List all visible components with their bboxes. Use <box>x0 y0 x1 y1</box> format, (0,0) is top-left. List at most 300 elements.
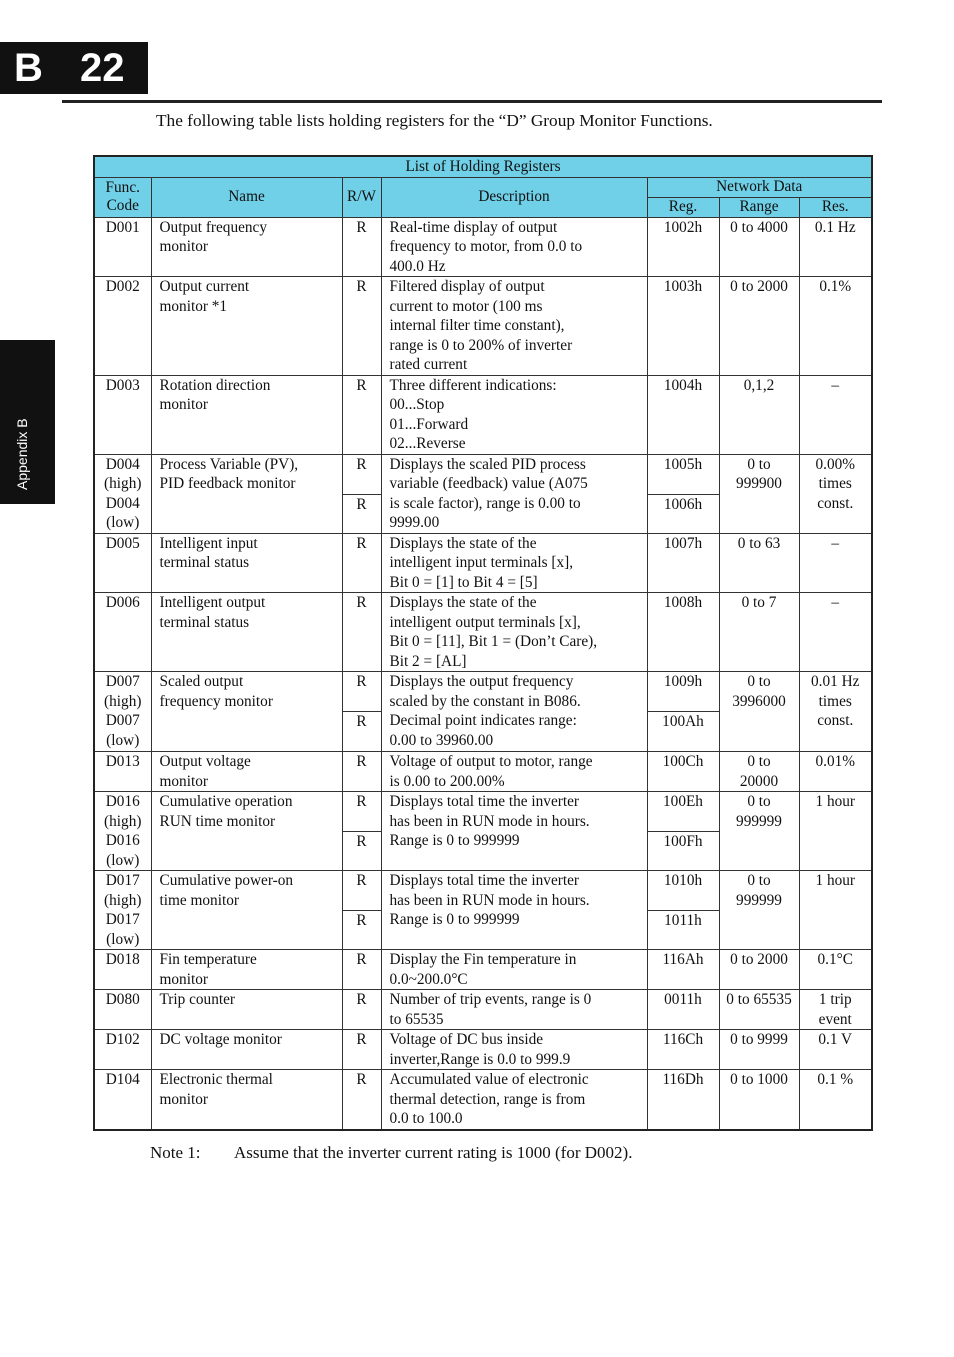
range-line: 0 to 9999 <box>730 1031 788 1048</box>
reg-line: 1003h <box>663 278 703 295</box>
func-code-line: (high) <box>104 692 142 710</box>
name-cell <box>151 752 342 792</box>
func-code-line: D013 <box>105 753 140 770</box>
range-cell <box>719 533 799 593</box>
rw-cell <box>342 217 381 277</box>
table-row <box>94 593 872 672</box>
rw-value: R <box>356 713 367 730</box>
description-cell <box>381 990 647 1030</box>
res-cell <box>799 593 872 672</box>
rw-cell <box>342 533 381 593</box>
description-line: Range is 0 to 999999 <box>389 911 520 928</box>
res-line: times <box>818 692 852 710</box>
name-line: monitor <box>159 772 208 790</box>
description-line: has been in RUN mode in hours. <box>389 891 590 909</box>
description-cell <box>381 217 647 277</box>
reg-cell <box>647 593 719 672</box>
note-label: Note 1: <box>150 1143 201 1162</box>
func-code-cell <box>94 277 151 376</box>
func-code-line: (low) <box>106 930 140 948</box>
func-code-line: D016 <box>105 832 140 849</box>
rw-cell <box>342 375 381 454</box>
func-code-cell <box>94 454 151 533</box>
range-line: 999900 <box>736 475 782 492</box>
description-line: Displays total time the inverter <box>389 872 579 889</box>
description-line: Three different indications: <box>389 376 557 394</box>
res-cell <box>799 375 872 454</box>
rw-value: R <box>356 833 367 850</box>
appendix-side-tab <box>0 340 55 504</box>
name-cell <box>151 672 342 752</box>
rw-cell <box>342 712 381 752</box>
range-cell <box>719 1030 799 1070</box>
description-line: range is 0 to 200% of inverter <box>389 336 573 354</box>
description-cell <box>381 950 647 990</box>
range-cell <box>719 752 799 792</box>
rw-value: R <box>356 872 367 889</box>
description-cell <box>381 1070 647 1130</box>
name-cell <box>151 1070 342 1130</box>
description-line: Displays the state of the <box>389 594 537 611</box>
func-code-cell <box>94 950 151 990</box>
func-code-line: D004 <box>105 494 140 512</box>
description-line: Voltage of output to motor, range <box>389 753 593 770</box>
name-line: monitor <box>159 1090 208 1108</box>
description-line: Displays the scaled PID process <box>389 455 586 473</box>
reg-cell <box>647 832 719 871</box>
func-code-line: D016 <box>105 793 140 810</box>
reg-cell <box>647 950 719 990</box>
range-line: 0 to 4000 <box>730 218 788 236</box>
table-row <box>94 752 872 792</box>
func-code-line: D005 <box>105 534 140 552</box>
description-line: Filtered display of output <box>389 278 545 295</box>
table-row <box>94 277 872 376</box>
description-cell <box>381 752 647 792</box>
range-line: 999999 <box>736 812 782 830</box>
rw-cell <box>342 950 381 990</box>
func-code-line: D007 <box>105 673 140 690</box>
range-cell <box>719 593 799 672</box>
table-body <box>94 217 872 1130</box>
range-cell <box>719 1070 799 1130</box>
res-line: 0.1% <box>819 278 852 295</box>
description-line: Accumulated value of electronic <box>389 1071 589 1088</box>
rw-value: R <box>356 455 367 473</box>
table-row <box>94 533 872 593</box>
range-line: 20000 <box>739 772 779 790</box>
range-cell <box>719 871 799 950</box>
header-name: Name <box>151 177 342 217</box>
func-code-line: D001 <box>105 218 140 236</box>
name-line: Cumulative operation <box>159 793 293 810</box>
description-line: Decimal point indicates range: <box>389 712 577 729</box>
res-line: – <box>831 594 840 611</box>
header-res: Res. <box>799 197 872 217</box>
func-code-line: (high) <box>104 812 142 830</box>
name-cell <box>151 277 342 376</box>
rw-cell <box>342 1070 381 1130</box>
description-line: Voltage of DC bus inside <box>389 1031 544 1048</box>
res-line: const. <box>817 712 854 729</box>
name-cell <box>151 871 342 950</box>
res-line: – <box>831 376 840 394</box>
func-code-line: D004 <box>105 455 140 473</box>
description-line: Number of trip events, range is 0 <box>389 991 592 1008</box>
reg-value: 1010h <box>663 872 703 889</box>
description-line: 01...Forward <box>389 415 469 433</box>
rw-line: R <box>356 594 367 611</box>
reg-cell <box>647 1070 719 1130</box>
name-line: terminal status <box>159 554 250 571</box>
range-line: 0 to <box>747 793 771 810</box>
reg-value: 1006h <box>663 495 703 513</box>
name-line: frequency monitor <box>159 692 273 710</box>
reg-value: 1011h <box>664 912 702 929</box>
range-line: 0 to 7 <box>741 594 777 611</box>
table-row <box>94 871 872 911</box>
func-code-line: D018 <box>105 951 140 968</box>
rw-cell <box>342 871 381 911</box>
rw-value: R <box>356 495 367 513</box>
description-line: Bit 0 = [11], Bit 1 = (Don’t Care), <box>389 633 598 650</box>
name-line: Intelligent output <box>159 594 266 611</box>
name-line: monitor *1 <box>159 297 228 315</box>
header-reg: Reg. <box>647 197 719 217</box>
res-cell <box>799 950 872 990</box>
footnote <box>150 1143 632 1163</box>
res-line: const. <box>817 494 854 512</box>
rw-cell <box>342 832 381 871</box>
reg-value: 100Ah <box>662 713 704 730</box>
header-rule <box>62 100 882 103</box>
name-line: Intelligent input <box>159 534 258 552</box>
intro-text: The following table lists holding registers for the “D” Group Monitor Functions. <box>156 111 713 130</box>
res-line: event <box>818 1010 852 1028</box>
reg-line: 1002h <box>663 218 703 236</box>
page-number: 22 <box>80 46 125 90</box>
func-code-line: D017 <box>105 911 140 928</box>
range-line: 0 to <box>747 872 771 889</box>
reg-line: 1008h <box>663 594 703 611</box>
name-line: monitor <box>159 396 208 413</box>
name-cell <box>151 950 342 990</box>
rw-cell <box>342 990 381 1030</box>
description-line: intelligent output terminals [x], <box>389 613 581 631</box>
name-line: Output frequency <box>159 218 267 236</box>
res-line: 0.1°C <box>817 951 853 968</box>
range-line: 0 to 63 <box>737 534 781 552</box>
func-code-line: D007 <box>105 712 140 729</box>
rw-cell <box>342 752 381 792</box>
page-tab <box>0 42 148 94</box>
rw-cell <box>342 911 381 950</box>
func-code-line: D102 <box>105 1031 140 1048</box>
name-cell <box>151 792 342 871</box>
range-line: 0,1,2 <box>743 376 775 394</box>
res-line: 0.1 % <box>817 1071 854 1088</box>
description-line: internal filter time constant), <box>389 317 565 334</box>
rw-line: R <box>356 218 367 236</box>
range-line: 0 to <box>747 673 771 690</box>
func-code-line: D104 <box>105 1071 140 1088</box>
func-code-line: (high) <box>104 475 142 492</box>
rw-cell <box>342 593 381 672</box>
name-line: DC voltage monitor <box>159 1031 282 1048</box>
rw-cell <box>342 672 381 712</box>
reg-value: 1009h <box>663 673 703 690</box>
name-line: Output voltage <box>159 753 251 770</box>
name-line: monitor <box>159 970 208 988</box>
description-line: 0.0 to 100.0 <box>389 1110 463 1127</box>
func-code-line: D002 <box>105 278 140 295</box>
reg-line: 1004h <box>663 376 703 394</box>
rw-cell <box>342 792 381 832</box>
description-line: to 65535 <box>389 1010 444 1028</box>
func-code-cell <box>94 752 151 792</box>
range-cell <box>719 792 799 871</box>
name-line: terminal status <box>159 613 250 631</box>
description-line: 0.00 to 39960.00 <box>389 731 494 749</box>
reg-line: 116Ch <box>662 1031 704 1048</box>
range-cell <box>719 277 799 376</box>
description-cell <box>381 672 647 752</box>
range-cell <box>719 950 799 990</box>
res-cell <box>799 1030 872 1070</box>
res-cell <box>799 792 872 871</box>
name-cell <box>151 217 342 277</box>
reg-cell <box>647 1030 719 1070</box>
description-line: 9999.00 <box>389 514 440 531</box>
func-code-cell <box>94 990 151 1030</box>
rw-line: R <box>356 1071 367 1088</box>
header-func-code-line: Code <box>106 197 139 214</box>
range-line: 0 to 65535 <box>726 991 792 1008</box>
section-letter: B <box>14 46 43 90</box>
description-line: current to motor (100 ms <box>389 297 543 315</box>
description-cell <box>381 1030 647 1070</box>
table-row <box>94 990 872 1030</box>
header-description: Description <box>381 177 647 217</box>
func-code-cell <box>94 792 151 871</box>
range-line: 0 to 2000 <box>730 278 788 295</box>
func-code-cell <box>94 1030 151 1070</box>
table-row <box>94 454 872 494</box>
header-range: Range <box>719 197 799 217</box>
description-line: is 0.00 to 200.00% <box>389 772 505 790</box>
res-line: 0.01% <box>815 753 855 770</box>
reg-value: 1005h <box>663 455 703 473</box>
rw-line: R <box>356 753 367 770</box>
reg-cell <box>647 990 719 1030</box>
rw-line: R <box>356 376 367 394</box>
name-line: RUN time monitor <box>159 812 276 830</box>
reg-value: 100Eh <box>663 793 703 810</box>
res-line: 1 hour <box>815 872 855 889</box>
description-line: Displays the state of the <box>389 534 537 552</box>
name-cell <box>151 454 342 533</box>
name-line: monitor <box>159 238 208 255</box>
name-line: Cumulative power-on <box>159 872 294 889</box>
description-line: 0.0~200.0°C <box>389 970 468 988</box>
header-rw: R/W <box>342 177 381 217</box>
name-line: Electronic thermal <box>159 1071 273 1088</box>
header-func-code <box>94 177 151 217</box>
func-code-cell <box>94 217 151 277</box>
range-line: 0 to 1000 <box>730 1071 788 1088</box>
name-line: Scaled output <box>159 673 244 690</box>
rw-value: R <box>356 673 367 690</box>
reg-cell <box>647 494 719 533</box>
func-code-cell <box>94 672 151 752</box>
description-cell <box>381 593 647 672</box>
range-cell <box>719 454 799 533</box>
res-line: 0.00% <box>815 455 855 473</box>
res-line: times <box>818 475 852 492</box>
table-row <box>94 792 872 832</box>
header-network-data: Network Data <box>647 177 872 197</box>
description-line: has been in RUN mode in hours. <box>389 812 590 830</box>
table-row <box>94 375 872 454</box>
reg-cell <box>647 375 719 454</box>
description-line: variable (feedback) value (A075 <box>389 475 588 492</box>
rw-line: R <box>356 534 367 552</box>
table-row <box>94 672 872 712</box>
func-code-line: D017 <box>105 872 140 889</box>
description-cell <box>381 533 647 593</box>
rw-cell <box>342 494 381 533</box>
name-cell <box>151 1030 342 1070</box>
header-func-code-line: Func. <box>105 179 140 196</box>
range-line: 0 to <box>747 753 771 770</box>
range-cell <box>719 217 799 277</box>
res-cell <box>799 217 872 277</box>
func-code-cell <box>94 375 151 454</box>
name-cell <box>151 375 342 454</box>
func-code-line: (high) <box>104 891 142 909</box>
func-code-line: (low) <box>106 514 140 531</box>
note-text: Assume that the inverter current rating is 1000 (for D002). <box>234 1143 633 1162</box>
reg-cell <box>647 454 719 494</box>
range-line: 999999 <box>736 891 782 909</box>
description-line: is scale factor), range is 0.00 to <box>389 494 581 512</box>
rw-value: R <box>356 793 367 810</box>
func-code-line: D080 <box>105 991 140 1008</box>
description-cell <box>381 375 647 454</box>
rw-line: R <box>356 278 367 295</box>
res-cell <box>799 990 872 1030</box>
func-code-cell <box>94 1070 151 1130</box>
reg-cell <box>647 871 719 911</box>
res-cell <box>799 752 872 792</box>
reg-cell <box>647 672 719 712</box>
description-line: scaled by the constant in B086. <box>389 692 581 710</box>
name-line: Output current <box>159 278 250 295</box>
func-code-cell <box>94 593 151 672</box>
description-line: frequency to motor, from 0.0 to <box>389 238 583 255</box>
description-line: 02...Reverse <box>389 435 466 452</box>
name-line: Rotation direction <box>159 376 271 394</box>
res-cell <box>799 533 872 593</box>
res-cell <box>799 1070 872 1130</box>
table-title: List of Holding Registers <box>94 156 872 177</box>
name-line: PID feedback monitor <box>159 475 296 492</box>
description-line: Displays the output frequency <box>389 673 574 690</box>
res-line: 1 hour <box>815 793 855 810</box>
rw-line: R <box>356 1031 367 1048</box>
func-code-line: (low) <box>106 851 140 869</box>
table-row <box>94 1030 872 1070</box>
description-line: Range is 0 to 999999 <box>389 832 520 849</box>
reg-cell <box>647 792 719 832</box>
res-cell <box>799 454 872 533</box>
func-code-cell <box>94 871 151 950</box>
reg-line: 100Ch <box>662 753 704 770</box>
reg-cell <box>647 752 719 792</box>
reg-cell <box>647 533 719 593</box>
reg-cell <box>647 217 719 277</box>
reg-line: 0011h <box>664 991 702 1008</box>
rw-line: R <box>356 951 367 968</box>
description-line: 00...Stop <box>389 396 445 413</box>
holding-registers-table <box>93 155 873 1131</box>
description-line: Bit 0 = [1] to Bit 4 = [5] <box>389 573 538 591</box>
name-line: Fin temperature <box>159 951 257 968</box>
func-code-line: (low) <box>106 731 140 749</box>
description-cell <box>381 454 647 533</box>
description-line: Display the Fin temperature in <box>389 951 577 968</box>
appendix-label: Appendix B <box>14 418 30 490</box>
res-line: 1 trip <box>818 991 852 1008</box>
rw-cell <box>342 1030 381 1070</box>
func-code-line: D006 <box>105 594 140 611</box>
res-line: 0.1 V <box>818 1031 853 1048</box>
description-line: inverter,Range is 0.0 to 999.9 <box>389 1050 571 1068</box>
res-cell <box>799 277 872 376</box>
name-cell <box>151 533 342 593</box>
func-code-line: D003 <box>105 376 140 394</box>
reg-cell <box>647 277 719 376</box>
res-line: – <box>831 534 840 552</box>
range-line: 3996000 <box>732 692 786 710</box>
table-row <box>94 950 872 990</box>
description-line: rated current <box>389 356 468 373</box>
description-line: Bit 2 = [AL] <box>389 652 467 670</box>
reg-value: 100Fh <box>663 833 703 850</box>
description-cell <box>381 871 647 950</box>
reg-line: 116Dh <box>662 1071 704 1088</box>
range-cell <box>719 672 799 752</box>
description-cell <box>381 792 647 871</box>
rw-line: R <box>356 991 367 1008</box>
rw-cell <box>342 277 381 376</box>
rw-value: R <box>356 912 367 929</box>
name-cell <box>151 593 342 672</box>
range-cell <box>719 990 799 1030</box>
range-line: 0 to 2000 <box>730 951 788 968</box>
range-cell <box>719 375 799 454</box>
reg-line: 116Ah <box>662 951 704 968</box>
range-line: 0 to <box>747 455 771 473</box>
description-line: Real-time display of output <box>389 218 558 236</box>
description-line: 400.0 Hz <box>389 257 446 275</box>
reg-cell <box>647 911 719 950</box>
description-line: thermal detection, range is from <box>389 1090 586 1108</box>
table-row <box>94 1070 872 1130</box>
description-line: Displays total time the inverter <box>389 793 579 810</box>
reg-cell <box>647 712 719 752</box>
table-row <box>94 217 872 277</box>
